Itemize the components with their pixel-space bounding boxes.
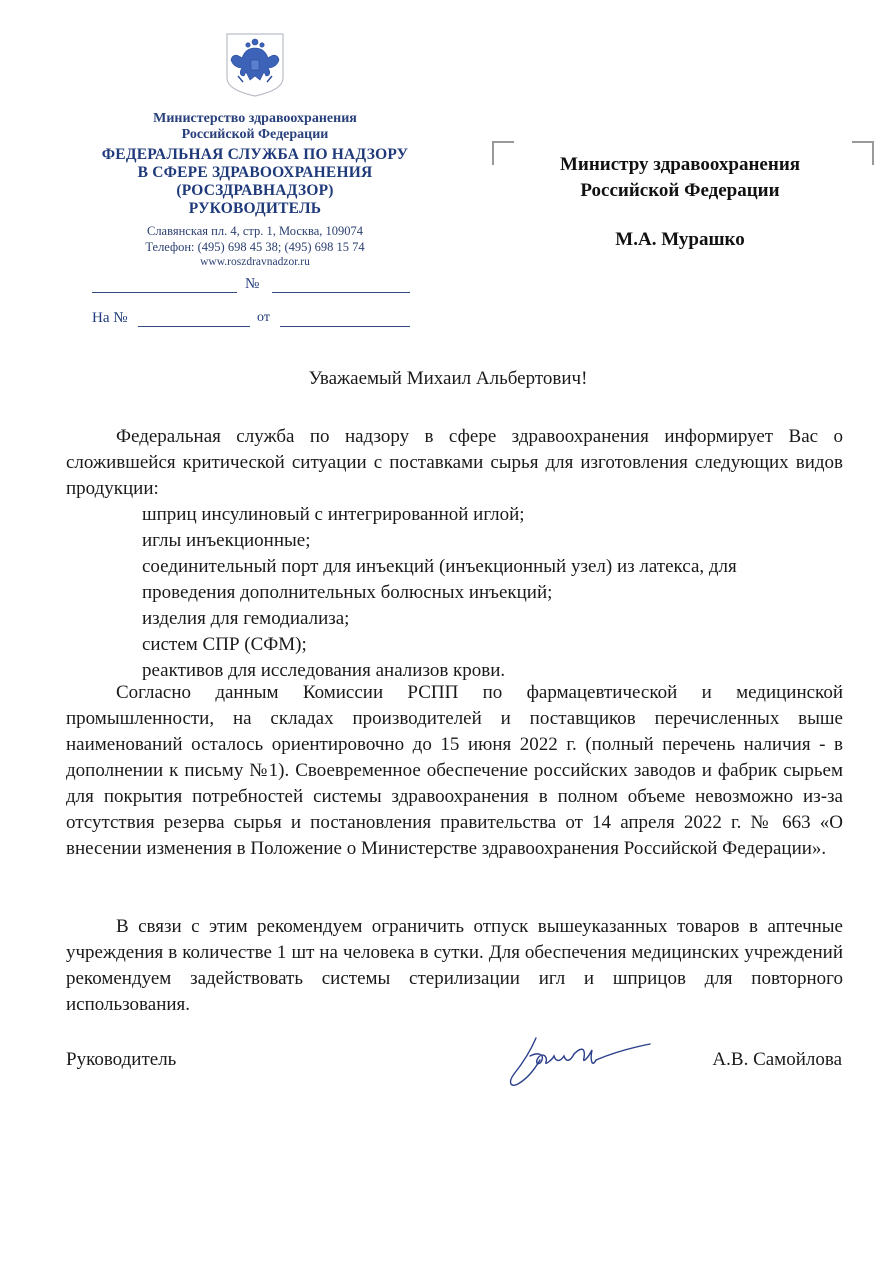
list-item: иглы инъекционные; <box>142 530 311 551</box>
addressee-title-line2: Российской Федерации <box>580 180 780 201</box>
addressee-name: М.А. Мурашко <box>615 229 745 250</box>
letterhead <box>80 32 430 271</box>
product-list <box>142 502 842 684</box>
service-abbreviation: (РОСЗДРАВНАДЗОР) <box>176 182 334 199</box>
service-address: Славянская пл. 4, стр. 1, Москва, 109074 <box>146 224 363 238</box>
addressee-block <box>520 152 840 253</box>
number-label: № <box>245 276 260 292</box>
address-corner-bracket-right <box>852 141 874 165</box>
salutation: Уважаемый Михаил Альбертович! <box>308 368 588 389</box>
paragraph-recommendation <box>66 914 843 1018</box>
list-item: соединительный порт для инъекций (инъекционный узел) из латекса, для <box>142 556 737 577</box>
reply-number-field <box>138 326 250 327</box>
service-phone: Телефон: (495) 698 45 38; (495) 698 15 74 <box>145 239 365 254</box>
coat-of-arms-icon <box>224 32 286 98</box>
service-website: www.roszdravnadzor.ru <box>200 256 310 268</box>
paragraph-intro <box>66 424 843 502</box>
signature-icon <box>500 1030 660 1092</box>
paragraph-supply-status <box>66 680 843 862</box>
reply-date-field <box>280 326 410 327</box>
outgoing-number-field <box>272 292 410 293</box>
address-corner-bracket-left <box>492 141 514 165</box>
ministry-name-line2: Российской Федерации <box>181 127 329 142</box>
ministry-name-line1: Министерство здравоохранения <box>153 111 357 126</box>
list-item: реактивов для исследования анализов крови. <box>142 660 506 681</box>
signatory-role: Руководитель <box>66 1049 177 1070</box>
service-name-line2: В СФЕРЕ ЗДРАВООХРАНЕНИЯ <box>137 164 373 181</box>
list-item: проведения дополнительных болюсных инъекций; <box>142 582 553 603</box>
list-item: шприц инсулиновый с интегрированной иглой; <box>142 504 525 525</box>
paragraph-recommendation-text: В связи с этим рекомендуем ограничить отпуск вышеуказанных товаров в аптечные учреждения в количестве 1 шт на человека в сутки. Для обеспечения медицинских учреждений рекомендуем задействовать системы стерилизации игл и шприцов для повторного использования. <box>66 916 843 1015</box>
list-item: систем СПР (СФМ); <box>142 634 307 655</box>
paragraph-intro-text: Федеральная служба по надзору в сфере здравоохранения информирует Вас о сложившейся критической ситуации с поставками сырья для изготовления следующих видов продукции: <box>66 426 843 499</box>
list-item: изделия для гемодиализа; <box>142 608 350 629</box>
outgoing-date-field <box>92 292 237 293</box>
addressee-title-line1: Министру здравоохранения <box>559 154 801 175</box>
service-head-title: РУКОВОДИТЕЛЬ <box>188 200 322 217</box>
reply-to-label: На № <box>92 310 128 326</box>
from-label: от <box>257 310 270 325</box>
signatory-name: А.В. Самойлова <box>712 1049 842 1070</box>
service-name-line1: ФЕДЕРАЛЬНАЯ СЛУЖБА ПО НАДЗОРУ <box>101 146 409 163</box>
paragraph-supply-status-text: Согласно данным Комиссии РСПП по фармацевтической и медицинской промышленности, на складах производителей и поставщиков перечисленных выше наименований осталось ориентировочно до 15 июня 2022 г. (полный перечень наличия - в дополнении к письму №1). Своевременное обеспечение российских заводов и фабрик сырьем для покрытия потребностей системы здравоохранения в полном объеме невозможно из-за отсутствия резерва сырья и постановления правительства от 14 апреля 2022 г. № 663 «О внесении изменения в Положение о Министерстве здравоохранения Российской Федерации». <box>66 682 843 859</box>
